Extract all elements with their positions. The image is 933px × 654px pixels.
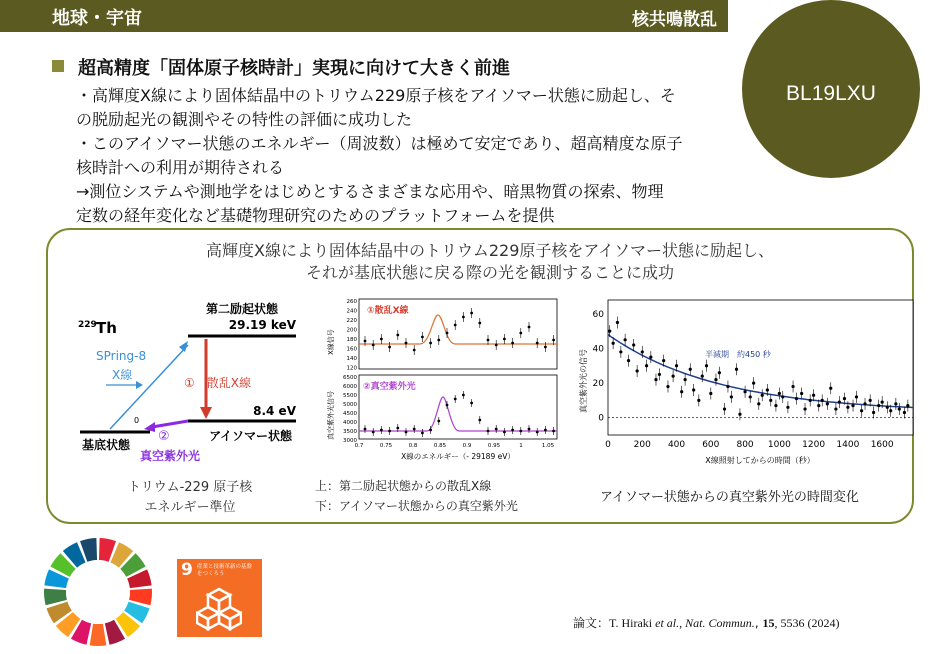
decay-data-point bbox=[735, 368, 738, 371]
top-ytick-label: 120 bbox=[346, 365, 357, 372]
decay-xtick-label: 1600 bbox=[870, 440, 894, 450]
decay-data-point bbox=[654, 378, 657, 381]
decay-data-point bbox=[860, 409, 863, 412]
decay-data-point bbox=[781, 395, 784, 398]
decay-data-point bbox=[795, 397, 798, 400]
decay-data-point bbox=[624, 338, 627, 341]
sdg-wheel-segment bbox=[90, 624, 107, 646]
decay-data-point bbox=[666, 385, 669, 388]
paper-reference: 論文：T. Hiraki et al., Nat. Commun., 15, 5536 (2024) bbox=[573, 616, 840, 630]
top-panel-label: ①散乱X線 bbox=[367, 306, 409, 316]
decay-data-point bbox=[898, 407, 901, 410]
paragraph-2: ・このアイソマー状態のエネルギー（周波数）は極めて安定であり、超高精度な原子 核時計への利用が期待される bbox=[76, 134, 683, 177]
decay-data-point bbox=[749, 395, 752, 398]
decay-data-point bbox=[786, 406, 789, 409]
decay-data-point bbox=[872, 411, 875, 414]
top-ytick-label: 160 bbox=[346, 346, 357, 353]
decay-xtick-label: 800 bbox=[736, 440, 754, 450]
top-ylabel: X線信号 bbox=[327, 329, 335, 355]
sdg-wheel-segment bbox=[44, 589, 67, 606]
decay-data-point bbox=[726, 385, 729, 388]
figure-caption-line2: それが基底状態に戻る際の光を観測することに成功 bbox=[305, 263, 674, 282]
decay-data-point bbox=[675, 364, 678, 367]
decay-data-point bbox=[881, 401, 884, 404]
energy-level-diagram bbox=[60, 295, 305, 465]
vuv-number: ② bbox=[158, 429, 170, 444]
decay-xtick-label: 1000 bbox=[767, 440, 791, 450]
decay-data-point bbox=[826, 402, 829, 405]
decay-data-point bbox=[886, 406, 889, 409]
decay-data-point bbox=[863, 402, 866, 405]
sdg-wheel-segment bbox=[129, 589, 152, 606]
scatter-arrow-head-icon bbox=[200, 407, 212, 419]
decay-data-point bbox=[829, 387, 832, 390]
decay-data-point bbox=[723, 407, 726, 410]
nucleus-mass-number: 229 bbox=[78, 320, 97, 330]
decay-data-point bbox=[608, 330, 611, 333]
paragraph-1: ・高輝度X線により固体結晶中のトリウム229原子核をアイソマー状態に励起し、そ の脱励起光の観測やその特性の評価に成功した bbox=[76, 86, 676, 129]
decay-xtick-label: 600 bbox=[702, 440, 720, 450]
decay-data-point bbox=[803, 407, 806, 410]
decay-data-point bbox=[632, 343, 635, 346]
sdg-wheel-icon bbox=[42, 536, 154, 648]
decay-data-point bbox=[757, 402, 760, 405]
decay-data-point bbox=[809, 399, 812, 402]
decay-frame bbox=[608, 300, 913, 435]
decay-data-point bbox=[877, 404, 880, 407]
xray-label: X線 bbox=[112, 368, 133, 382]
category-title: 地球・宇宙 bbox=[52, 8, 142, 29]
spring8-label: SPring-8 bbox=[96, 349, 147, 363]
decay-xtick-label: 1200 bbox=[802, 440, 826, 450]
middle-xtick-label: 0.8 bbox=[408, 443, 418, 449]
bottom-ytick-label: 6000 bbox=[343, 384, 357, 390]
decay-data-point bbox=[714, 378, 717, 381]
sdg-text: 産業と技術革新の基盤をつくろう bbox=[197, 564, 253, 577]
decay-data-point bbox=[889, 409, 892, 412]
decay-xtick-label: 0 bbox=[605, 440, 611, 450]
half-life-annotation: 半減期 約450 秒 bbox=[705, 350, 771, 359]
top-ytick-label: 260 bbox=[346, 299, 357, 305]
decay-data-point bbox=[800, 392, 803, 395]
decay-data-point bbox=[658, 373, 661, 376]
bottom-ylabel: 真空紫外光信号 bbox=[327, 391, 335, 440]
decay-data-point bbox=[869, 399, 872, 402]
nucleus-symbol: Th bbox=[96, 319, 117, 337]
decay-data-point bbox=[752, 381, 755, 384]
middle-xlabel: X線のエネルギー（- 29189 eV） bbox=[401, 452, 515, 461]
second-state-energy: 29.19 keV bbox=[228, 318, 296, 332]
bottom-ytick-label: 6500 bbox=[343, 375, 357, 381]
decay-data-point bbox=[778, 392, 781, 395]
decay-data-point bbox=[774, 404, 777, 407]
decay-data-point bbox=[672, 375, 675, 378]
cubes-icon bbox=[196, 587, 242, 631]
decay-data-point bbox=[627, 359, 630, 362]
middle-xtick-label: 0.7 bbox=[354, 443, 364, 449]
decay-data-point bbox=[791, 385, 794, 388]
isomer-state-label: アイソマー状態 bbox=[209, 429, 292, 443]
decay-data-point bbox=[843, 397, 846, 400]
xray-arrow-icon bbox=[136, 381, 143, 389]
decay-ylabel: 真空紫外光の信号 bbox=[579, 349, 588, 413]
vuv-arrow bbox=[152, 421, 188, 427]
decay-data-point bbox=[769, 399, 772, 402]
decay-ytick-label: 60 bbox=[592, 309, 604, 320]
decay-data-point bbox=[851, 404, 854, 407]
bottom-ytick-label: 4500 bbox=[343, 411, 357, 417]
decay-data-point bbox=[692, 388, 695, 391]
bottom-ytick-label: 5500 bbox=[343, 393, 357, 399]
level-diagram-caption: トリウム-229 原子核 エネルギー準位 bbox=[127, 480, 253, 515]
decay-data-point bbox=[636, 369, 639, 372]
decay-xlabel: X線照射してからの時間（秒） bbox=[705, 456, 815, 465]
decay-data-point bbox=[680, 390, 683, 393]
decay-data-point bbox=[766, 388, 769, 391]
bottom-ytick-label: 5000 bbox=[343, 402, 357, 408]
decay-xtick-label: 1400 bbox=[836, 440, 860, 450]
middle-xtick-label: 0.85 bbox=[433, 443, 447, 449]
decay-caption: アイソマー状態からの真空紫外光の時間変化 bbox=[600, 490, 859, 505]
decay-chart bbox=[575, 295, 915, 475]
middle-xtick-label: 1.05 bbox=[541, 443, 555, 449]
headline: 超高精度「固体原子核時計」実現に向けて大きく前進 bbox=[78, 58, 510, 79]
bottom-panel-label: ②真空紫外光 bbox=[363, 382, 416, 392]
decay-data-point bbox=[855, 395, 858, 398]
decay-data-point bbox=[709, 392, 712, 395]
sdg-goal-9-icon bbox=[177, 559, 262, 637]
middle-xtick-label: 1 bbox=[519, 443, 523, 449]
middle-xtick-label: 0.75 bbox=[379, 443, 393, 449]
decay-data-point bbox=[616, 321, 619, 324]
ground-zero: 0 bbox=[134, 416, 140, 425]
decay-ytick-label: 40 bbox=[592, 344, 604, 355]
decay-data-point bbox=[730, 395, 733, 398]
decay-data-point bbox=[821, 399, 824, 402]
decay-data-point bbox=[743, 390, 746, 393]
decay-data-point bbox=[697, 399, 700, 402]
decay-data-point bbox=[834, 407, 837, 410]
decay-data-point bbox=[684, 378, 687, 381]
figure-caption-line1: 高輝度X線により固体結晶中のトリウム229原子核をアイソマー状態に励起し、 bbox=[206, 241, 774, 260]
top-ytick-label: 240 bbox=[346, 308, 357, 315]
decay-data-point bbox=[612, 342, 615, 345]
decay-data-point bbox=[812, 394, 815, 397]
decay-data-point bbox=[689, 368, 692, 371]
decay-data-point bbox=[903, 411, 906, 414]
top-ytick-label: 220 bbox=[346, 318, 357, 324]
decay-data-point bbox=[906, 404, 909, 407]
decay-data-point bbox=[619, 350, 622, 353]
middle-xtick-label: 0.9 bbox=[462, 443, 472, 449]
ground-state-label: 基底状態 bbox=[82, 438, 131, 452]
middle-caption: 上：第二励起状態からの散乱X線 下：アイソマー状態からの真空紫外光 bbox=[315, 479, 518, 513]
bottom-ytick-label: 3000 bbox=[343, 438, 357, 444]
decay-data-point bbox=[645, 364, 648, 367]
isomer-energy: 8.4 eV bbox=[253, 404, 296, 418]
energy-scan-plot bbox=[325, 295, 565, 465]
decay-data-point bbox=[641, 350, 644, 353]
decay-xtick-label: 400 bbox=[667, 440, 686, 450]
decay-data-point bbox=[738, 413, 741, 416]
top-ytick-label: 140 bbox=[346, 356, 357, 362]
second-state-label: 第二励起状態 bbox=[205, 302, 279, 316]
decay-data-point bbox=[846, 406, 849, 409]
sdg-number: 9 bbox=[181, 560, 193, 580]
bottom-ytick-label: 3500 bbox=[343, 429, 357, 435]
subject-title: 核共鳴散乱 bbox=[632, 10, 717, 30]
decay-ytick-label: 0 bbox=[598, 413, 604, 424]
decay-data-point bbox=[894, 402, 897, 405]
decay-data-point bbox=[718, 371, 721, 374]
decay-data-point bbox=[761, 394, 764, 397]
headline-bullet-icon bbox=[52, 60, 64, 72]
scatter-xray-label: ① 散乱X線 bbox=[184, 376, 251, 390]
decay-ytick-label: 20 bbox=[592, 379, 604, 390]
beamline-label: BL19LXU bbox=[786, 82, 876, 105]
decay-data-point bbox=[649, 356, 652, 359]
vuv-label: 真空紫外光 bbox=[140, 449, 201, 463]
paragraph-3: →測位システムや測地学をはじめとするさまざまな応用や、暗黒物質の探索、物理 定数の経年変化など基礎物理研究のためのプラットフォームを提供 bbox=[76, 182, 664, 225]
decay-data-point bbox=[838, 401, 841, 404]
top-ytick-label: 200 bbox=[346, 327, 357, 334]
decay-data-point bbox=[705, 364, 708, 367]
bottom-ytick-label: 4000 bbox=[343, 420, 357, 426]
top-ytick-label: 180 bbox=[346, 337, 357, 343]
decay-xtick-label: 200 bbox=[633, 440, 651, 450]
middle-xtick-label: 0.95 bbox=[487, 443, 501, 449]
decay-data-point bbox=[701, 375, 704, 378]
decay-data-point bbox=[662, 359, 665, 362]
decay-data-point bbox=[817, 404, 820, 407]
